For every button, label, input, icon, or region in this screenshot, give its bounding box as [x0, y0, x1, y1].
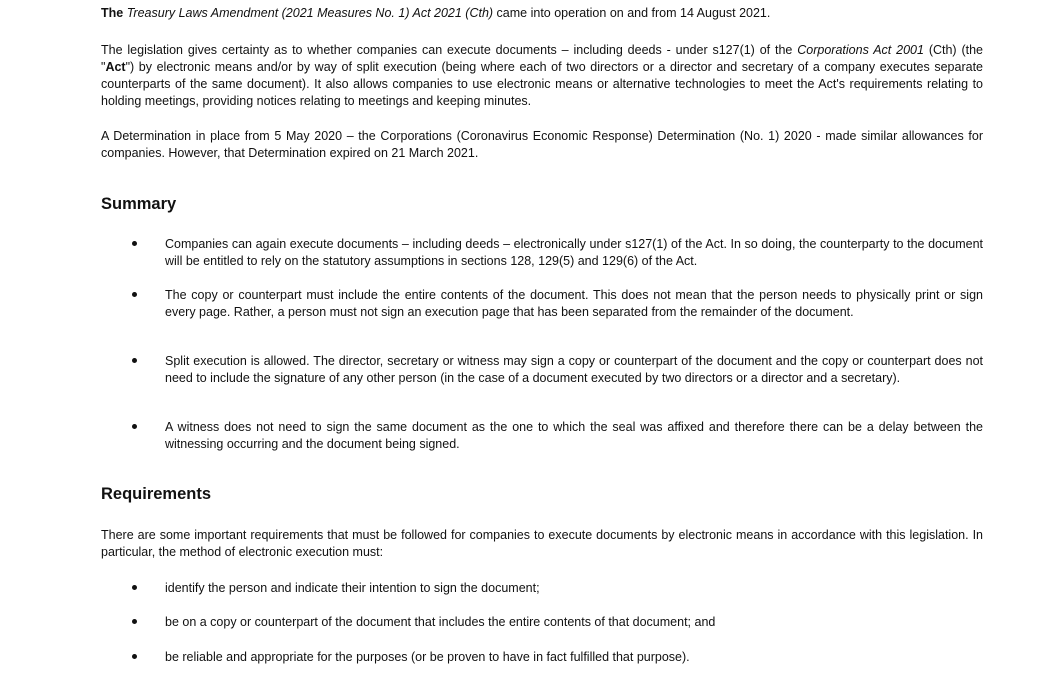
bullet-dot-icon	[132, 292, 137, 297]
bullet-dot-icon	[132, 585, 137, 590]
requirement-bullet	[101, 649, 983, 666]
act-title: Treasury Laws Amendment (2021 Measures No. 1) Act 2021 (Cth)	[126, 6, 494, 20]
bullet-dot-icon	[132, 358, 137, 363]
summary-bullet-text: Companies can again execute documents – including deeds – electronically under s127(1) of the Act. In so doing, the counterparty to the document will be entitled to rely on the statutory assumptions in sections 128, 129(5) and 129(6) of the Act.	[165, 237, 983, 268]
requirement-bullet-text: identify the person and indicate their intention to sign the document;	[165, 581, 540, 595]
bullet-dot-icon	[132, 654, 137, 659]
intro-paragraph	[101, 5, 983, 22]
summary-bullet-text: Split execution is allowed. The director, secretary or witness may sign a copy or counterpart of the document and the copy or counterpart does not need to include the signature of any other person (in the case of a document executed by two directors or a director and a secretary).	[165, 354, 983, 385]
legislation-paragraph	[101, 42, 983, 110]
intro-rest: came into operation on and from 14 August 2021.	[493, 6, 771, 20]
intro-lead: The	[101, 6, 124, 20]
requirements-heading: Requirements	[101, 485, 212, 503]
bullet-dot-icon	[132, 424, 137, 429]
legislation-part2: (Cth) (the "	[101, 43, 983, 74]
requirement-bullet-text: be on a copy or counterpart of the document that includes the entire contents of that document; and	[165, 615, 716, 629]
defined-term-act: Act	[105, 60, 126, 74]
requirement-bullet	[101, 614, 983, 631]
requirement-bullet	[101, 580, 983, 597]
legislation-part3: ") by electronic means and/or by way of split execution (being where each of two directors or a director and secretary of a company executes separate counterparts of the same document). It also allows companies to use electronic means or alternative technologies to meet the Act's requirements relating to holding meetings, providing notices relating to meetings and keeping minutes.	[101, 60, 983, 108]
bullet-dot-icon	[132, 241, 137, 246]
bullet-dot-icon	[132, 619, 137, 624]
summary-bullet	[101, 287, 983, 321]
summary-heading: Summary	[101, 195, 177, 213]
requirements-intro: There are some important requirements that must be followed for companies to execute documents by electronic means in accordance with this legislation. In particular, the method of electronic execution must:	[101, 528, 983, 559]
corporations-act-name: Corporations Act 2001	[797, 43, 924, 57]
summary-bullet	[101, 236, 983, 270]
legislation-part1: The legislation gives certainty as to whether companies can execute documents – including deeds - under s127(1) of the	[101, 43, 798, 57]
summary-bullet	[101, 419, 983, 453]
summary-bullet	[101, 353, 983, 387]
determination-paragraph: A Determination in place from 5 May 2020 – the Corporations (Coronavirus Economic Response) Determination (No. 1) 2020 - made similar allowances for companies. However, that Determination expired on 21 March 2021.	[101, 129, 983, 160]
requirement-bullet-text: be reliable and appropriate for the purposes (or be proven to have in fact fulfilled that purpose).	[165, 650, 690, 664]
summary-bullet-text: The copy or counterpart must include the entire contents of the document. This does not mean that the person needs to physically print or sign every page. Rather, a person must not sign an execution page that has been separated from the remainder of the document.	[165, 288, 983, 319]
summary-bullet-text: A witness does not need to sign the same document as the one to which the seal was affixed and therefore there can be a delay between the witnessing occurring and the document being signed.	[165, 420, 983, 451]
